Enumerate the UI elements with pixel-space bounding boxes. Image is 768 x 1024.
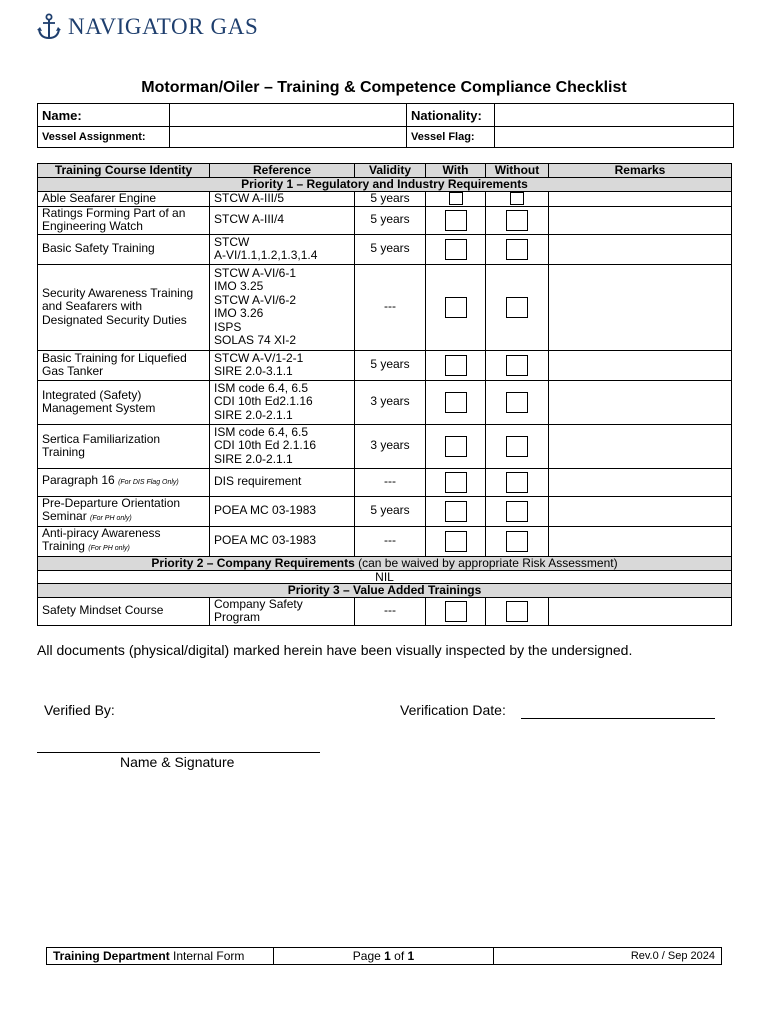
- without-cell: [486, 350, 549, 380]
- priority-2-heading: [38, 556, 732, 570]
- col-header-reference: Reference: [210, 164, 355, 178]
- reference: STCW A-III/5: [210, 192, 355, 207]
- course-name-text: Basic Safety Training: [42, 241, 155, 256]
- footer-page: [274, 948, 494, 965]
- with-checkbox[interactable]: [445, 297, 467, 318]
- remarks-cell[interactable]: [549, 526, 732, 556]
- course-name: [38, 526, 210, 556]
- course-note: (For PH only): [88, 545, 130, 552]
- col-header-validity: Validity: [355, 164, 426, 178]
- footer-page-total: 1: [407, 949, 415, 963]
- with-checkbox[interactable]: [445, 531, 467, 552]
- vessel-flag-field[interactable]: [495, 127, 734, 148]
- with-checkbox[interactable]: [445, 472, 467, 493]
- col-header-without: Without: [486, 164, 549, 178]
- without-cell: [486, 380, 549, 424]
- with-cell: [426, 496, 486, 526]
- reference: STCW A-VI/1.1,1.2,1.3,1.4: [210, 234, 355, 264]
- col-header-remarks: Remarks: [549, 164, 732, 178]
- personal-info-table: [37, 103, 734, 148]
- footer-page-of: of: [390, 949, 408, 963]
- without-checkbox[interactable]: [506, 297, 528, 318]
- table-row: [38, 468, 732, 496]
- without-checkbox[interactable]: [506, 436, 528, 457]
- table-row: [38, 526, 732, 556]
- course-name: [38, 496, 210, 526]
- name-field[interactable]: [170, 104, 407, 127]
- with-checkbox[interactable]: [445, 601, 467, 622]
- without-cell: [486, 468, 549, 496]
- course-name-text: Able Seafarer Engine: [42, 191, 157, 205]
- priority-2-note: (can be waived by appropriate Risk Assessment): [354, 556, 618, 570]
- without-checkbox[interactable]: [506, 472, 528, 493]
- course-name: [38, 424, 210, 468]
- training-checklist-table: [37, 163, 732, 626]
- priority-2-nil-row: [38, 570, 732, 583]
- remarks-cell[interactable]: [549, 264, 732, 350]
- course-name-text: Basic Training for Liquefied Gas Tanker: [42, 350, 187, 378]
- course-name-text: Paragraph 16: [42, 473, 115, 488]
- company-logo: [36, 12, 258, 42]
- verification-date-line[interactable]: [521, 718, 715, 719]
- remarks-cell[interactable]: [549, 350, 732, 380]
- col-header-course: Training Course Identity: [38, 164, 210, 178]
- course-name: [38, 597, 210, 625]
- with-cell: [426, 380, 486, 424]
- without-cell: [486, 234, 549, 264]
- validity: 5 years: [355, 496, 426, 526]
- table-row: [38, 234, 732, 264]
- course-name: [38, 234, 210, 264]
- vessel-assignment-label: Vessel Assignment:: [38, 127, 170, 148]
- footer-dept-rest: Internal Form: [169, 949, 245, 963]
- with-checkbox[interactable]: [445, 239, 467, 260]
- course-name-text: Pre-Departure Orientation Seminar: [42, 496, 181, 523]
- name-label: Name:: [38, 104, 170, 127]
- with-cell: [426, 424, 486, 468]
- reference: STCW A-VI/6-1 IMO 3.25 STCW A-VI/6-2 IMO 3.26 ISPS SOLAS 74 XI-2: [210, 264, 355, 350]
- without-cell: [486, 526, 549, 556]
- course-name-text: Security Awareness Training and Seafarers with Designated Security Duties: [42, 285, 194, 327]
- priority-2-title: Priority 2 – Company Requirements: [151, 556, 355, 570]
- table-row: [38, 380, 732, 424]
- table-row: [38, 206, 732, 234]
- priority-1-row: [38, 178, 732, 192]
- reference: DIS requirement: [210, 468, 355, 496]
- without-checkbox[interactable]: [510, 192, 524, 205]
- vessel-flag-label: Vessel Flag:: [407, 127, 495, 148]
- course-note: (For DIS Flag Only): [118, 479, 179, 487]
- table-row: [38, 350, 732, 380]
- validity: 5 years: [355, 350, 426, 380]
- table-row: [38, 264, 732, 350]
- table-row: [38, 424, 732, 468]
- col-header-with: With: [426, 164, 486, 178]
- with-checkbox[interactable]: [445, 355, 467, 376]
- nationality-label: Nationality:: [407, 104, 495, 127]
- priority-2-row: [38, 556, 732, 570]
- remarks-cell[interactable]: [549, 206, 732, 234]
- validity: ---: [355, 597, 426, 625]
- without-cell: [486, 264, 549, 350]
- with-checkbox[interactable]: [449, 192, 463, 205]
- validity: ---: [355, 526, 426, 556]
- without-checkbox[interactable]: [506, 210, 528, 231]
- reference: POEA MC 03-1983: [210, 496, 355, 526]
- remarks-cell[interactable]: [549, 192, 732, 207]
- reference: ISM code 6.4, 6.5 CDI 10th Ed2.1.16 SIRE 2.0-2.1.1: [210, 380, 355, 424]
- course-name-text: Sertica Familiarization Training: [42, 431, 161, 459]
- without-checkbox[interactable]: [506, 531, 528, 552]
- course-name-text: Safety Mindset Course: [42, 603, 164, 618]
- with-checkbox[interactable]: [445, 392, 467, 413]
- with-cell: [426, 526, 486, 556]
- footer-page-num: 1: [384, 949, 391, 963]
- name-signature-label: Name & Signature: [120, 754, 235, 770]
- form-footer: [46, 947, 722, 965]
- logo-text: NAVIGATOR GAS: [68, 14, 259, 39]
- document-title: Motorman/Oiler – Training & Competence Compliance Checklist: [141, 79, 627, 96]
- reference: Company Safety Program: [210, 597, 355, 625]
- validity: 5 years: [355, 192, 426, 207]
- without-cell: [486, 192, 549, 207]
- remarks-cell[interactable]: [549, 234, 732, 264]
- reference: ISM code 6.4, 6.5 CDI 10th Ed 2.1.16 SIRE 2.0-2.1.1: [210, 424, 355, 468]
- course-name: [38, 468, 210, 496]
- footer-revision: Rev.0 / Sep 2024: [494, 948, 722, 965]
- without-checkbox[interactable]: [506, 501, 528, 522]
- vessel-assignment-field[interactable]: [170, 127, 407, 148]
- validity: 5 years: [355, 234, 426, 264]
- course-note: (For PH only): [90, 515, 132, 522]
- footer-page-prefix: Page: [352, 949, 385, 963]
- footer-department: [47, 948, 274, 965]
- signature-line[interactable]: [37, 752, 320, 753]
- course-name-text: Anti-piracy Awareness Training: [42, 526, 161, 553]
- remarks-cell[interactable]: [549, 496, 732, 526]
- validity: 3 years: [355, 424, 426, 468]
- without-checkbox[interactable]: [506, 392, 528, 413]
- footer-dept-bold: Training Department: [53, 949, 170, 963]
- course-name: [38, 206, 210, 234]
- without-cell: [486, 206, 549, 234]
- validity: 3 years: [355, 380, 426, 424]
- with-cell: [426, 192, 486, 207]
- course-name: [38, 264, 210, 350]
- verified-by-label: Verified By:: [44, 702, 115, 718]
- verification-date-label: Verification Date:: [400, 702, 506, 718]
- table-row: [38, 496, 732, 526]
- with-checkbox[interactable]: [445, 436, 467, 457]
- remarks-cell[interactable]: [549, 424, 732, 468]
- course-name: [38, 192, 210, 207]
- validity: ---: [355, 468, 426, 496]
- with-cell: [426, 206, 486, 234]
- remarks-cell[interactable]: [549, 380, 732, 424]
- without-checkbox[interactable]: [506, 355, 528, 376]
- table-header-row: [38, 164, 732, 178]
- with-cell: [426, 264, 486, 350]
- with-cell: [426, 468, 486, 496]
- priority-1-heading: Priority 1 – Regulatory and Industry Requirements: [38, 178, 732, 192]
- validity: ---: [355, 264, 426, 350]
- without-checkbox[interactable]: [506, 239, 528, 260]
- remarks-cell[interactable]: [549, 597, 732, 625]
- with-checkbox[interactable]: [445, 210, 467, 231]
- with-cell: [426, 350, 486, 380]
- without-cell: [486, 496, 549, 526]
- table-row: [38, 192, 732, 207]
- course-name: [38, 350, 210, 380]
- nationality-field[interactable]: [495, 104, 734, 127]
- validity: 5 years: [355, 206, 426, 234]
- reference: STCW A-III/4: [210, 206, 355, 234]
- course-name-text: Integrated (Safety) Management System: [42, 387, 156, 415]
- table-row: [38, 597, 732, 625]
- priority-2-nil: NIL: [38, 570, 732, 583]
- inspection-statement: All documents (physical/digital) marked herein have been visually inspected by the undersigned.: [37, 642, 633, 658]
- remarks-cell[interactable]: [549, 468, 732, 496]
- with-cell: [426, 597, 486, 625]
- anchor-icon: [36, 13, 62, 41]
- reference: POEA MC 03-1983: [210, 526, 355, 556]
- course-name-text: Ratings Forming Part of an Engineering Watch: [42, 206, 186, 233]
- reference: STCW A-V/1-2-1 SIRE 2.0-3.1.1: [210, 350, 355, 380]
- priority-3-row: [38, 583, 732, 597]
- with-cell: [426, 234, 486, 264]
- course-name: [38, 380, 210, 424]
- without-checkbox[interactable]: [506, 601, 528, 622]
- without-cell: [486, 597, 549, 625]
- with-checkbox[interactable]: [445, 501, 467, 522]
- without-cell: [486, 424, 549, 468]
- priority-3-heading: Priority 3 – Value Added Trainings: [38, 583, 732, 597]
